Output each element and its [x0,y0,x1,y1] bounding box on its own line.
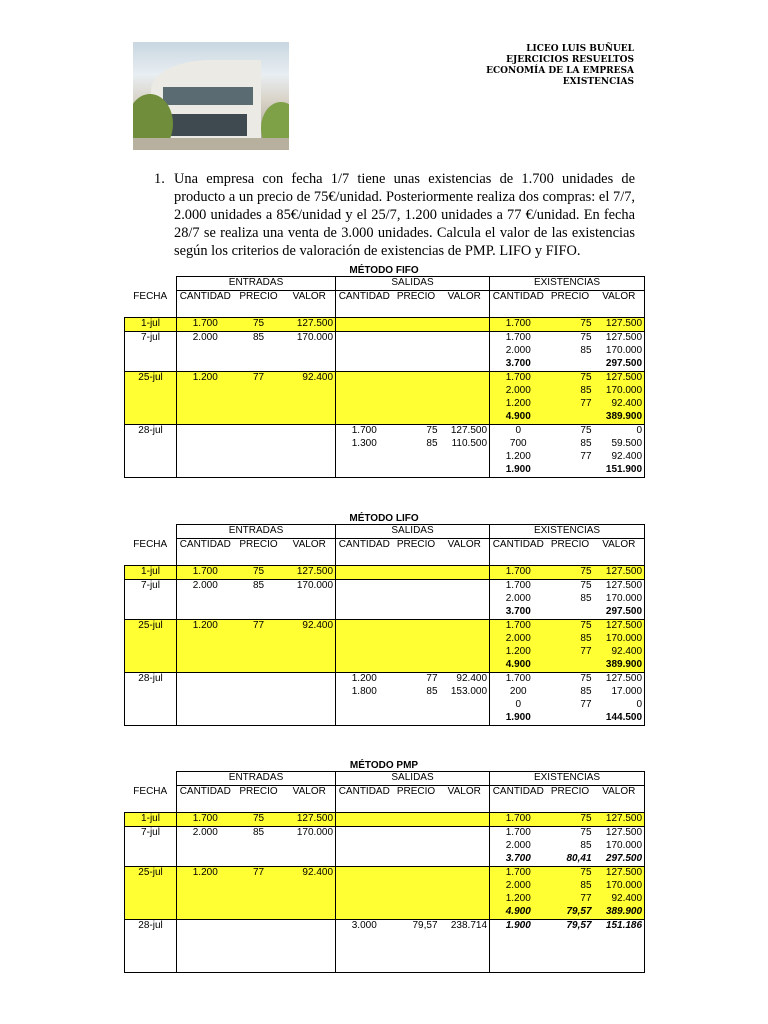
table-cell: 170.000 [594,593,645,606]
table-cell: 75 [426,425,438,436]
table-cell: 127.500 [594,827,645,841]
school-name: LICEO LUIS BUÑUEL [526,44,634,54]
table-cell: 170.000 [594,840,645,853]
table-cell: 1.700 [177,318,234,332]
table-cell: VALOR [594,786,645,800]
table-cell: 1.700 [490,867,547,881]
table-cell: 1.700 [490,332,547,346]
entradas-header: ENTRADAS [177,772,336,786]
table-cell: 127.500 [594,867,645,881]
col-valor: VALOR [440,291,490,305]
table-cell: 75 [547,620,594,634]
table-cell: 1.200 [336,673,393,687]
table-cell: 153.000 [450,686,488,697]
table-cell: 92.400 [594,646,645,659]
table-cell: 77 [547,646,594,659]
table-cell: 85 [426,686,438,697]
table-cell: 92.400 [594,893,645,906]
table-cell: 700 [490,438,547,451]
table-cell: 1.700 [490,580,547,594]
table-cell: 238.714 [450,920,488,931]
table-cell: 75 [580,332,592,343]
table-cell: 4.900 [490,411,547,425]
table-cell: PRECIO [547,786,594,800]
header-line-4: EXISTENCIAS [562,77,634,87]
table-cell: 1.700 [490,827,547,841]
table-cell: 144.500 [594,712,645,726]
table-cell: 77 [234,867,284,881]
table-cell: 1.700 [490,566,547,580]
table-cell: 80,41 [547,853,594,867]
table-cell: 75 [547,813,594,827]
table-cell: 3.700 [490,853,547,867]
table-cell: 127.500 [594,566,645,580]
table-row [125,425,645,439]
table-cell: 297.500 [594,358,645,372]
table-cell: 170.000 [296,827,334,838]
fecha-header: FECHA [133,538,168,550]
school-building-photo [133,42,289,150]
table-cell: 77 [234,372,284,386]
table-cell: CANTIDAD [177,786,234,800]
table-cell: 1.700 [490,620,547,634]
table-cell: CANTIDAD [177,539,234,553]
fifo-table [124,276,645,478]
table-cell: 1-jul [125,813,177,827]
table-cell: 75 [580,580,592,591]
entradas-header: ENTRADAS [177,525,336,539]
table-cell: 1.700 [177,813,234,827]
table-cell: 2.000 [177,580,234,594]
table-cell: 127.500 [284,813,336,827]
table-cell: 85 [580,345,592,356]
table-cell: 79,57 [412,920,438,931]
table-cell: 7-jul [125,580,177,594]
table-cell: 127.500 [594,372,645,386]
table-cell: 127.500 [284,566,336,580]
col-cantidad: CANTIDAD [490,291,547,305]
table-row [125,372,645,386]
table-cell: 2.000 [177,827,234,841]
table-cell: 1.900 [490,464,547,478]
table-cell: 110.500 [451,438,488,449]
table-cell: 2.000 [490,593,547,606]
table-cell: 92.400 [456,673,488,684]
table-cell: 77 [234,620,284,634]
table-row [125,813,645,827]
pmp-title: MÉTODO PMP [349,760,419,771]
table-row [125,620,645,634]
table-cell: 77 [580,699,592,710]
table-cell: 75 [234,566,284,580]
table-cell: 85 [580,593,592,604]
table-cell: 85 [547,633,594,646]
table-cell: 85 [547,880,594,893]
table-cell: 3.700 [490,358,547,372]
table-cell: 85 [580,438,592,449]
table-row [125,827,645,841]
table-cell: 1-jul [125,566,177,580]
table-cell: 2.000 [490,345,547,358]
table-cell: 25-jul [125,620,177,634]
table-cell: 2.000 [490,840,547,853]
table-cell: 1.900 [490,712,547,726]
entradas-header: ENTRADAS [177,277,336,291]
table-cell: CANTIDAD [490,539,547,553]
table-cell: 85 [580,840,592,851]
table-cell: PRECIO [234,786,284,800]
table-cell: 1.800 [336,686,393,699]
problem-statement [154,170,635,260]
table-cell: 1.700 [490,318,547,332]
table-cell: 25-jul [125,867,177,881]
problem-text: Una empresa con fecha 1/7 tiene unas existencias de 1.700 unidades de producto a un precio de 75€/unidad. Posteriormente realiza dos compras: el 7/7, 2.000 unidades a 85€/unidad y el 25/7, 1.200 unidades a 77 €/unidad. En fecha 28/7 se realiza una venta de 3.000 unidades. Calcula el valor de las existencias según los criterios de valoración de existencias de PMP. LIFO y FIFO. [174,171,635,259]
salidas-header: SALIDAS [336,277,490,291]
existencias-header: EXISTENCIAS [490,525,645,539]
fifo-title: MÉTODO FIFO [349,265,419,276]
existencias-header: EXISTENCIAS [490,772,645,786]
salidas-header: SALIDAS [336,772,490,786]
table-cell: 1.700 [490,673,547,687]
table-cell: 2.000 [490,880,547,893]
table-cell: 170.000 [594,385,645,398]
col-precio: PRECIO [393,291,440,305]
existencias-header: EXISTENCIAS [490,277,645,291]
table-cell: 59.500 [594,438,645,451]
table-cell: 77 [547,893,594,906]
table-cell: 3.700 [490,606,547,620]
table-cell: 127.500 [594,318,645,332]
table-cell: 79,57 [547,906,594,920]
table-cell: 0 [594,425,645,439]
header-line-3: ECONOMÍA DE LA EMPRESA [486,66,634,76]
table-cell: 0 [490,425,547,439]
table-cell: 79,57 [566,920,592,931]
fecha-header: FECHA [133,290,168,302]
table-cell: VALOR [594,539,645,553]
col-precio: PRECIO [234,291,284,305]
table-cell: VALOR [440,539,490,553]
table-cell: 1.200 [177,372,234,386]
table-cell: 75 [234,813,284,827]
table-cell: PRECIO [234,539,284,553]
table-cell: 170.000 [594,880,645,893]
col-precio: PRECIO [547,291,594,305]
table-cell: 1.700 [490,813,547,827]
table-cell: 2.000 [490,633,547,646]
table-cell: 170.000 [594,345,645,358]
table-cell: PRECIO [393,539,440,553]
table-cell: 85 [252,580,265,591]
table-cell: 297.500 [594,853,645,867]
problem-number: 1. [154,171,165,187]
header-line-2: EJERCICIOS RESUELTOS [506,55,634,65]
table-cell: 151.900 [594,464,645,478]
table-row [125,580,645,594]
table-cell: 92.400 [594,398,645,411]
table-cell: 92.400 [284,620,336,634]
table-cell: 2.000 [177,332,234,346]
table-cell: 85 [426,438,438,449]
document-header [486,44,634,88]
table-cell: 92.400 [284,372,336,386]
table-cell: 1.200 [177,867,234,881]
table-cell: 77 [547,398,594,411]
table-cell: 170.000 [594,633,645,646]
table-cell: VALOR [284,539,336,553]
table-row [125,867,645,881]
table-cell: 77 [426,673,438,684]
table-cell: 3.000 [336,920,393,934]
table-cell: 4.900 [490,659,547,673]
table-cell: 75 [547,372,594,386]
table-cell: 170.000 [296,580,334,591]
table-cell: 1.900 [490,920,547,934]
col-cantidad: CANTIDAD [336,291,393,305]
table-row [125,566,645,580]
table-cell: 200 [490,686,547,699]
table-cell: 1.700 [336,425,393,439]
table-cell: 75 [234,318,284,332]
table-cell: 297.500 [594,606,645,620]
table-cell: CANTIDAD [336,786,393,800]
table-cell: 75 [580,673,592,684]
table-cell: 92.400 [284,867,336,881]
table-row [125,332,645,346]
table-cell: 75 [547,318,594,332]
table-cell: 1.200 [177,620,234,634]
table-cell: 151.186 [594,920,645,934]
table-cell: 75 [547,566,594,580]
table-cell: 77 [580,451,592,462]
table-cell: 389.900 [594,411,645,425]
table-cell: CANTIDAD [336,539,393,553]
table-cell: 170.000 [296,332,334,343]
table-cell: 28-jul [125,920,177,934]
table-cell: 1.200 [490,893,547,906]
table-cell: 127.500 [594,813,645,827]
table-cell: VALOR [284,786,336,800]
table-cell: 127.500 [450,425,488,436]
table-row [125,920,645,934]
col-valor: VALOR [284,291,336,305]
table-cell: 85 [547,385,594,398]
table-cell: 2.000 [490,385,547,398]
col-cantidad: CANTIDAD [177,291,234,305]
col-valor: VALOR [594,291,645,305]
table-cell: 1.700 [490,372,547,386]
table-cell: 389.900 [594,906,645,920]
table-cell: 127.500 [594,673,645,687]
lifo-table [124,524,645,726]
table-cell: 0 [490,699,547,712]
table-cell: 75 [547,867,594,881]
table-cell: 7-jul [125,827,177,841]
table-cell: VALOR [440,786,490,800]
table-cell: 85 [252,827,265,838]
table-cell: 127.500 [594,580,645,594]
table-row [125,673,645,687]
table-cell: 1.200 [490,451,547,464]
table-cell: 1-jul [125,318,177,332]
table-cell: 85 [580,686,592,697]
table-cell: 75 [580,827,592,838]
table-cell: 4.900 [490,906,547,920]
table-cell: PRECIO [547,539,594,553]
table-cell: 25-jul [125,372,177,386]
lifo-title: MÉTODO LIFO [349,513,419,524]
table-cell: 127.500 [594,620,645,634]
table-cell: 0 [594,699,645,712]
pmp-table [124,771,645,973]
table-cell: 75 [580,425,592,436]
table-cell: 1.200 [490,398,547,411]
table-cell: 389.900 [594,659,645,673]
table-cell: 92.400 [594,451,645,464]
table-cell: 127.500 [594,332,645,346]
table-cell: 1.700 [177,566,234,580]
table-cell: 85 [252,332,265,343]
table-cell: 7-jul [125,332,177,346]
table-cell: PRECIO [393,786,440,800]
table-cell: 28-jul [125,673,177,687]
fecha-header: FECHA [133,785,168,797]
table-row [125,318,645,332]
table-cell: 28-jul [125,425,177,439]
table-cell: 127.500 [284,318,336,332]
table-cell: CANTIDAD [490,786,547,800]
table-cell: 1.300 [336,438,393,451]
table-cell: 17.000 [594,686,645,699]
salidas-header: SALIDAS [336,525,490,539]
table-cell: 1.200 [490,646,547,659]
